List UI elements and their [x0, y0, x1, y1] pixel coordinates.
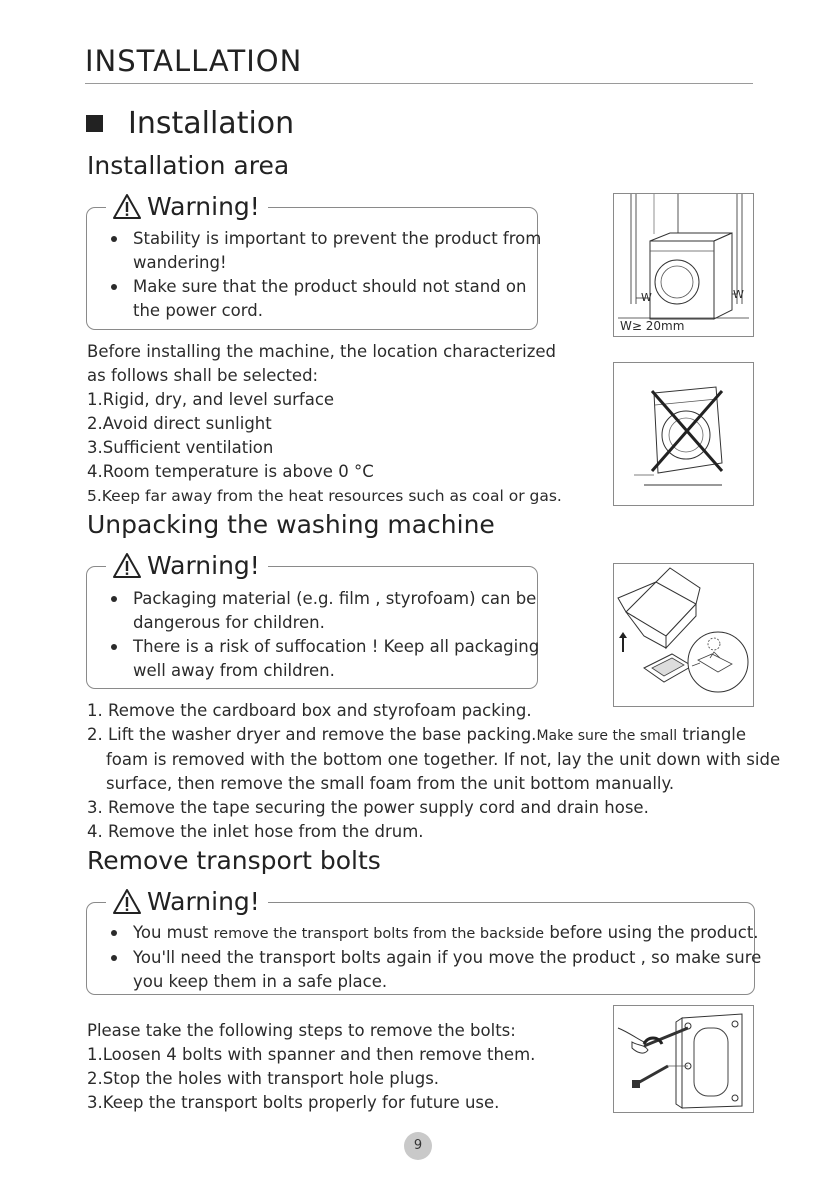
clearance-caption: W≥ 20mm [620, 319, 685, 333]
installation-warning-header [106, 192, 268, 221]
bolts-steps: Please take the following steps to remove the bolts: 1.Loosen 4 bolts with spanner and then remove them. 2.Stop the holes with transport hole plugs. 3.Keep the transport bolts properly for future use. [87, 1019, 535, 1115]
list-item: 1.Rigid, dry, and level surface [87, 390, 335, 409]
warning-title: Warning! [147, 887, 260, 916]
list-item: You must remove the transport bolts from the backside before using the product. [107, 921, 761, 946]
header-divider [85, 83, 753, 84]
installation-area-heading: Installation area [87, 151, 290, 180]
installation-intro: Before installing the machine, the location characterized as follows shall be selected: 1.Rigid, dry, and level surface 2.Avoid direct sunlight 3.Sufficient ventilation 4.Room temperature is above 0 °C 5.Keep far away from the heat resources such as coal or gas. [87, 340, 562, 508]
list-item: 1. Remove the cardboard box and styrofoam packing. [87, 701, 532, 720]
installation-warning-list [107, 227, 541, 323]
section-title: Installation [128, 106, 295, 141]
warning-triangle-icon [112, 193, 142, 220]
list-item: 3. Remove the tape securing the power supply cord and drain hose. [87, 798, 649, 817]
list-item: You'll need the transport bolts again if you move the product , so make sure you keep them in a safe place. [107, 946, 761, 994]
list-item: There is a risk of suffocation ! Keep all packaging well away from children. [107, 635, 539, 683]
unpacking-steps [87, 699, 780, 844]
warning-triangle-icon [112, 888, 142, 915]
unpacking-figure [613, 563, 754, 707]
transport-bolts-figure [613, 1005, 754, 1113]
list-item: Packaging material (e.g. film , styrofoam) can be dangerous for children. [107, 587, 539, 635]
warning-triangle-icon [112, 552, 142, 579]
list-item: Make sure that the product should not stand on the power cord. [107, 275, 541, 323]
list-item-continued: foam is removed with the bottom one together. If not, lay the unit down with side [106, 750, 781, 769]
list-item: 5.Keep far away from the heat resources such as coal or gas. [87, 487, 562, 505]
list-item: 3.Keep the transport bolts properly for future use. [87, 1093, 500, 1112]
list-item: 1.Loosen 4 bolts with spanner and then remove them. [87, 1045, 536, 1064]
list-item-continued: surface, then remove the small foam from the unit bottom manually. [106, 774, 675, 793]
list-item: 2. Lift the washer dryer and remove the base packing.Make sure the small triangle [87, 725, 747, 744]
section-square-icon [86, 115, 103, 132]
unpacking-warning-list [107, 587, 539, 683]
bolts-warning-list [107, 921, 761, 994]
list-item: 4. Remove the inlet hose from the drum. [87, 822, 424, 841]
list-item: Stability is important to prevent the product from wandering! [107, 227, 541, 275]
clearance-figure [613, 193, 754, 337]
unpacking-warning-header [106, 551, 268, 580]
list-item: 3.Sufficient ventilation [87, 438, 274, 457]
page-number: 9 [404, 1132, 432, 1160]
warning-title: Warning! [147, 192, 260, 221]
uneven-surface-figure [613, 362, 754, 506]
page-header-title: INSTALLATION [85, 44, 303, 78]
bolts-warning-header [106, 887, 268, 916]
clearance-label-right: W [733, 288, 744, 301]
clearance-label-left: W [641, 291, 652, 304]
unpacking-heading: Unpacking the washing machine [87, 510, 495, 539]
list-item: 4.Room temperature is above 0 °C [87, 462, 374, 481]
list-item: 2.Stop the holes with transport hole plugs. [87, 1069, 440, 1088]
warning-title: Warning! [147, 551, 260, 580]
list-item: 2.Avoid direct sunlight [87, 414, 272, 433]
transport-bolts-heading: Remove transport bolts [87, 846, 381, 875]
